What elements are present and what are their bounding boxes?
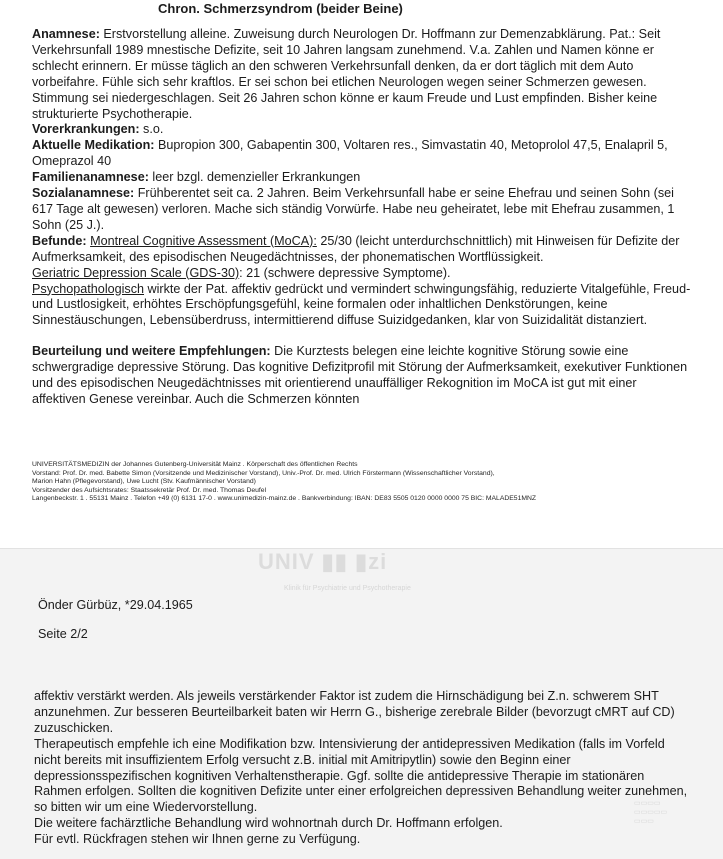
letter-footer <box>32 461 712 504</box>
anamnese-paragraph <box>32 27 692 122</box>
show-through-letterhead: UNIV ▮▮ ▮zi <box>258 549 388 574</box>
gds-text: : 21 (schwere depressive Symptome). <box>239 265 451 280</box>
psycho-paragraph <box>32 282 692 330</box>
page-2-body <box>34 689 694 848</box>
closing-paragraph: Für evtl. Rückfragen stehen wir Ihnen gerne zu Verfügung. <box>34 832 361 847</box>
moca-text: 25/30 (leicht unterdurchschnittlich) mit Hinweisen für Defizite der Aufmerksamkeit, des episodischen Neugedächtnisses, der phonematischen Wortflüssigkeit. <box>32 233 680 264</box>
footer-line: Vorstand: Prof. Dr. med. Babette Simon (Vorsitzende und Medizinischer Vorstand), Univ.-Prof. Dr. med. Ulrich Förstermann (Wissenschaftlicher Vorstand), <box>32 469 495 477</box>
sozial-paragraph <box>32 186 692 234</box>
psycho-link: Psychopathologisch <box>32 281 145 296</box>
medikation-label: Aktuelle Medikation: <box>32 138 155 153</box>
paragraph-gap <box>32 329 692 344</box>
beurteilung-label: Beurteilung und weitere Empfehlungen: <box>32 344 271 359</box>
footer-line: Marion Hahn (Pflegevorstand), Uwe Lucht (Stv. Kaufmännischer Vorstand) <box>32 478 256 486</box>
therapy-paragraph: Therapeutisch empfehle ich eine Modifikation bzw. Intensivierung der antidepressiven Medikation (falls im Vorfeld nicht bereits mit insuffizientem Erfolg versucht z.B. initial mit Amitripytlin) sowie den Beginn einer depressionsspezifischen kognitiven Verhaltenstherapie. Ggf. sollte die antidepressive Therapie im stationären Rahmen erfolgen. Sollten die kognitiven Defizite unter einer erfolgreichen depressiven Behandlung weiter zunehmen, so bitten wir um eine Wiedervorstellung. <box>34 736 688 815</box>
sozial-label: Sozialanamnese: <box>32 186 135 201</box>
medikation-paragraph <box>32 138 692 170</box>
follow-up-paragraph: Die weitere fachärztliche Behandlung wird wohnortnah durch Dr. Hoffmann erfolgen. <box>34 816 503 831</box>
beurteilung-paragraph <box>32 344 692 408</box>
beurteilung-text: Die Kurztests belegen eine leichte kognitive Störung sowie eine schwergradige depressive Störung. Das kognitive Defizitprofil mit Störung der Aufmerksamkeit, exekutiver Funktionen und des episodischen Neugedächtnisses mit orientierend unauffälliger Rekognition im MoCA ist gut mit einer affektiven Genese vereinbar. Auch die Schmerzen könnten <box>32 344 688 406</box>
vorerkrankungen-label: Vorerkrankungen: <box>32 122 140 137</box>
psycho-text: wirkte der Pat. affektiv gedrückt und vermindert schwingungsfähig, reduzierte Vitalgefühle, Freud- und Lustlosigkeit, erhöhtes Erschöpfungsgefühl, keine formalen oder inhaltlichen Denkstörungen, keine Sinnestäuschungen, Lebensüberdruss, intermittierend diffuse Suizidgedanken, klar von Suizidalität distanziert. <box>32 281 691 328</box>
befunde-label: Befunde: <box>32 233 87 248</box>
sozial-text: Frühberentet seit ca. 2 Jahren. Beim Verkehrsunfall habe er seine Ehefrau und seinen Sohn (sei 617 Tage alt gewesen) verloren. Mache sich ständig Vorwürfe. Habe neu geheiratet, lebe mit Ehefrau zusammen, 1 Sohn (25 J.). <box>32 186 675 232</box>
medikation-text: Bupropion 300, Gabapentin 300, Voltaren res., Simvastatin 40, Metoprolol 47,5, Enalapril 5, Omeprazol 40 <box>32 138 668 169</box>
show-through-contact: ▭▭▭▭ ▭▭▭▭▭ ▭▭▭ <box>634 800 668 825</box>
anamnese-text: Erstvorstellung alleine. Zuweisung durch Neurologen Dr. Hoffmann zur Demenzabklärung. Pat.: Seit Verkehrsunfall 1989 mnestische Defizite, seit 10 Jahren langsam zunehmend. V.a. Zahlen und Namen könne er schlecht erinnern. Er müsse täglich an den schweren Verkehrsunfall denken, da er dort täglich mit dem Auto vorbeifahre. Fühle sich sehr kraftlos. Er sei schon bei etlichen Neurologen wegen seiner Schmerzen gewesen. Stimmung sei niedergeschlagen. Seit 26 Jahren schon könne er kaum Freude und Lust empfinden. Bisher keine strukturierte Psychotherapie. <box>32 27 661 121</box>
vorerkrankungen-paragraph <box>32 122 692 138</box>
familien-label: Familienanamnese: <box>32 170 149 185</box>
letter-page-2 <box>0 548 723 859</box>
familien-text: leer bzgl. demenzieller Erkrankungen <box>148 170 361 185</box>
familien-paragraph <box>32 170 692 186</box>
vorerkrankungen-text: s.o. <box>139 122 164 137</box>
gds-paragraph <box>32 266 692 282</box>
footer-line: Langenbeckstr. 1 . 55131 Mainz . Telefon +49 (0) 6131 17-0 . www.unimedizin-mainz.de . Bankverbindung: IBAN: DE83 5505 0120 0000 0000 75 BIC: MALADE51MNZ <box>32 495 537 503</box>
patient-line: Önder Gürbüz, *29.04.1965 <box>38 598 193 612</box>
continuation-paragraph: affektiv verstärkt werden. Als jeweils verstärkender Faktor ist zudem die Hirnschädigung bei Z.n. schwerem SHT anzunehmen. Zur besseren Beurteilbarkeit baten wir Herrn G., bisherige zerebrale Bilder (bevorzugt cMRT auf CD) zuzuschicken. <box>34 689 675 735</box>
page-1-body <box>32 27 692 408</box>
footer-line: Vorsitzender des Aufsichtsrates: Staatssekretär Prof. Dr. med. Thomas Deufel <box>32 486 267 494</box>
anamnese-label: Anamnese: <box>32 27 100 41</box>
footer-line: UNIVERSITÄTSMEDIZIN der Johannes Gutenberg-Universität Mainz . Körperschaft des öffentlichen Rechts <box>32 461 358 468</box>
moca-link: Montreal Cognitive Assessment (MoCA): <box>90 233 317 248</box>
show-through-subtitle: Klinik für Psychiatrie und Psychotherapie <box>284 585 411 592</box>
diagnosis-title: Chron. Schmerzsyndrom (beider Beine) <box>158 1 403 16</box>
gds-link: Geriatric Depression Scale (GDS-30) <box>32 265 240 280</box>
befunde-paragraph <box>32 234 692 266</box>
page-number: Seite 2/2 <box>38 627 88 641</box>
